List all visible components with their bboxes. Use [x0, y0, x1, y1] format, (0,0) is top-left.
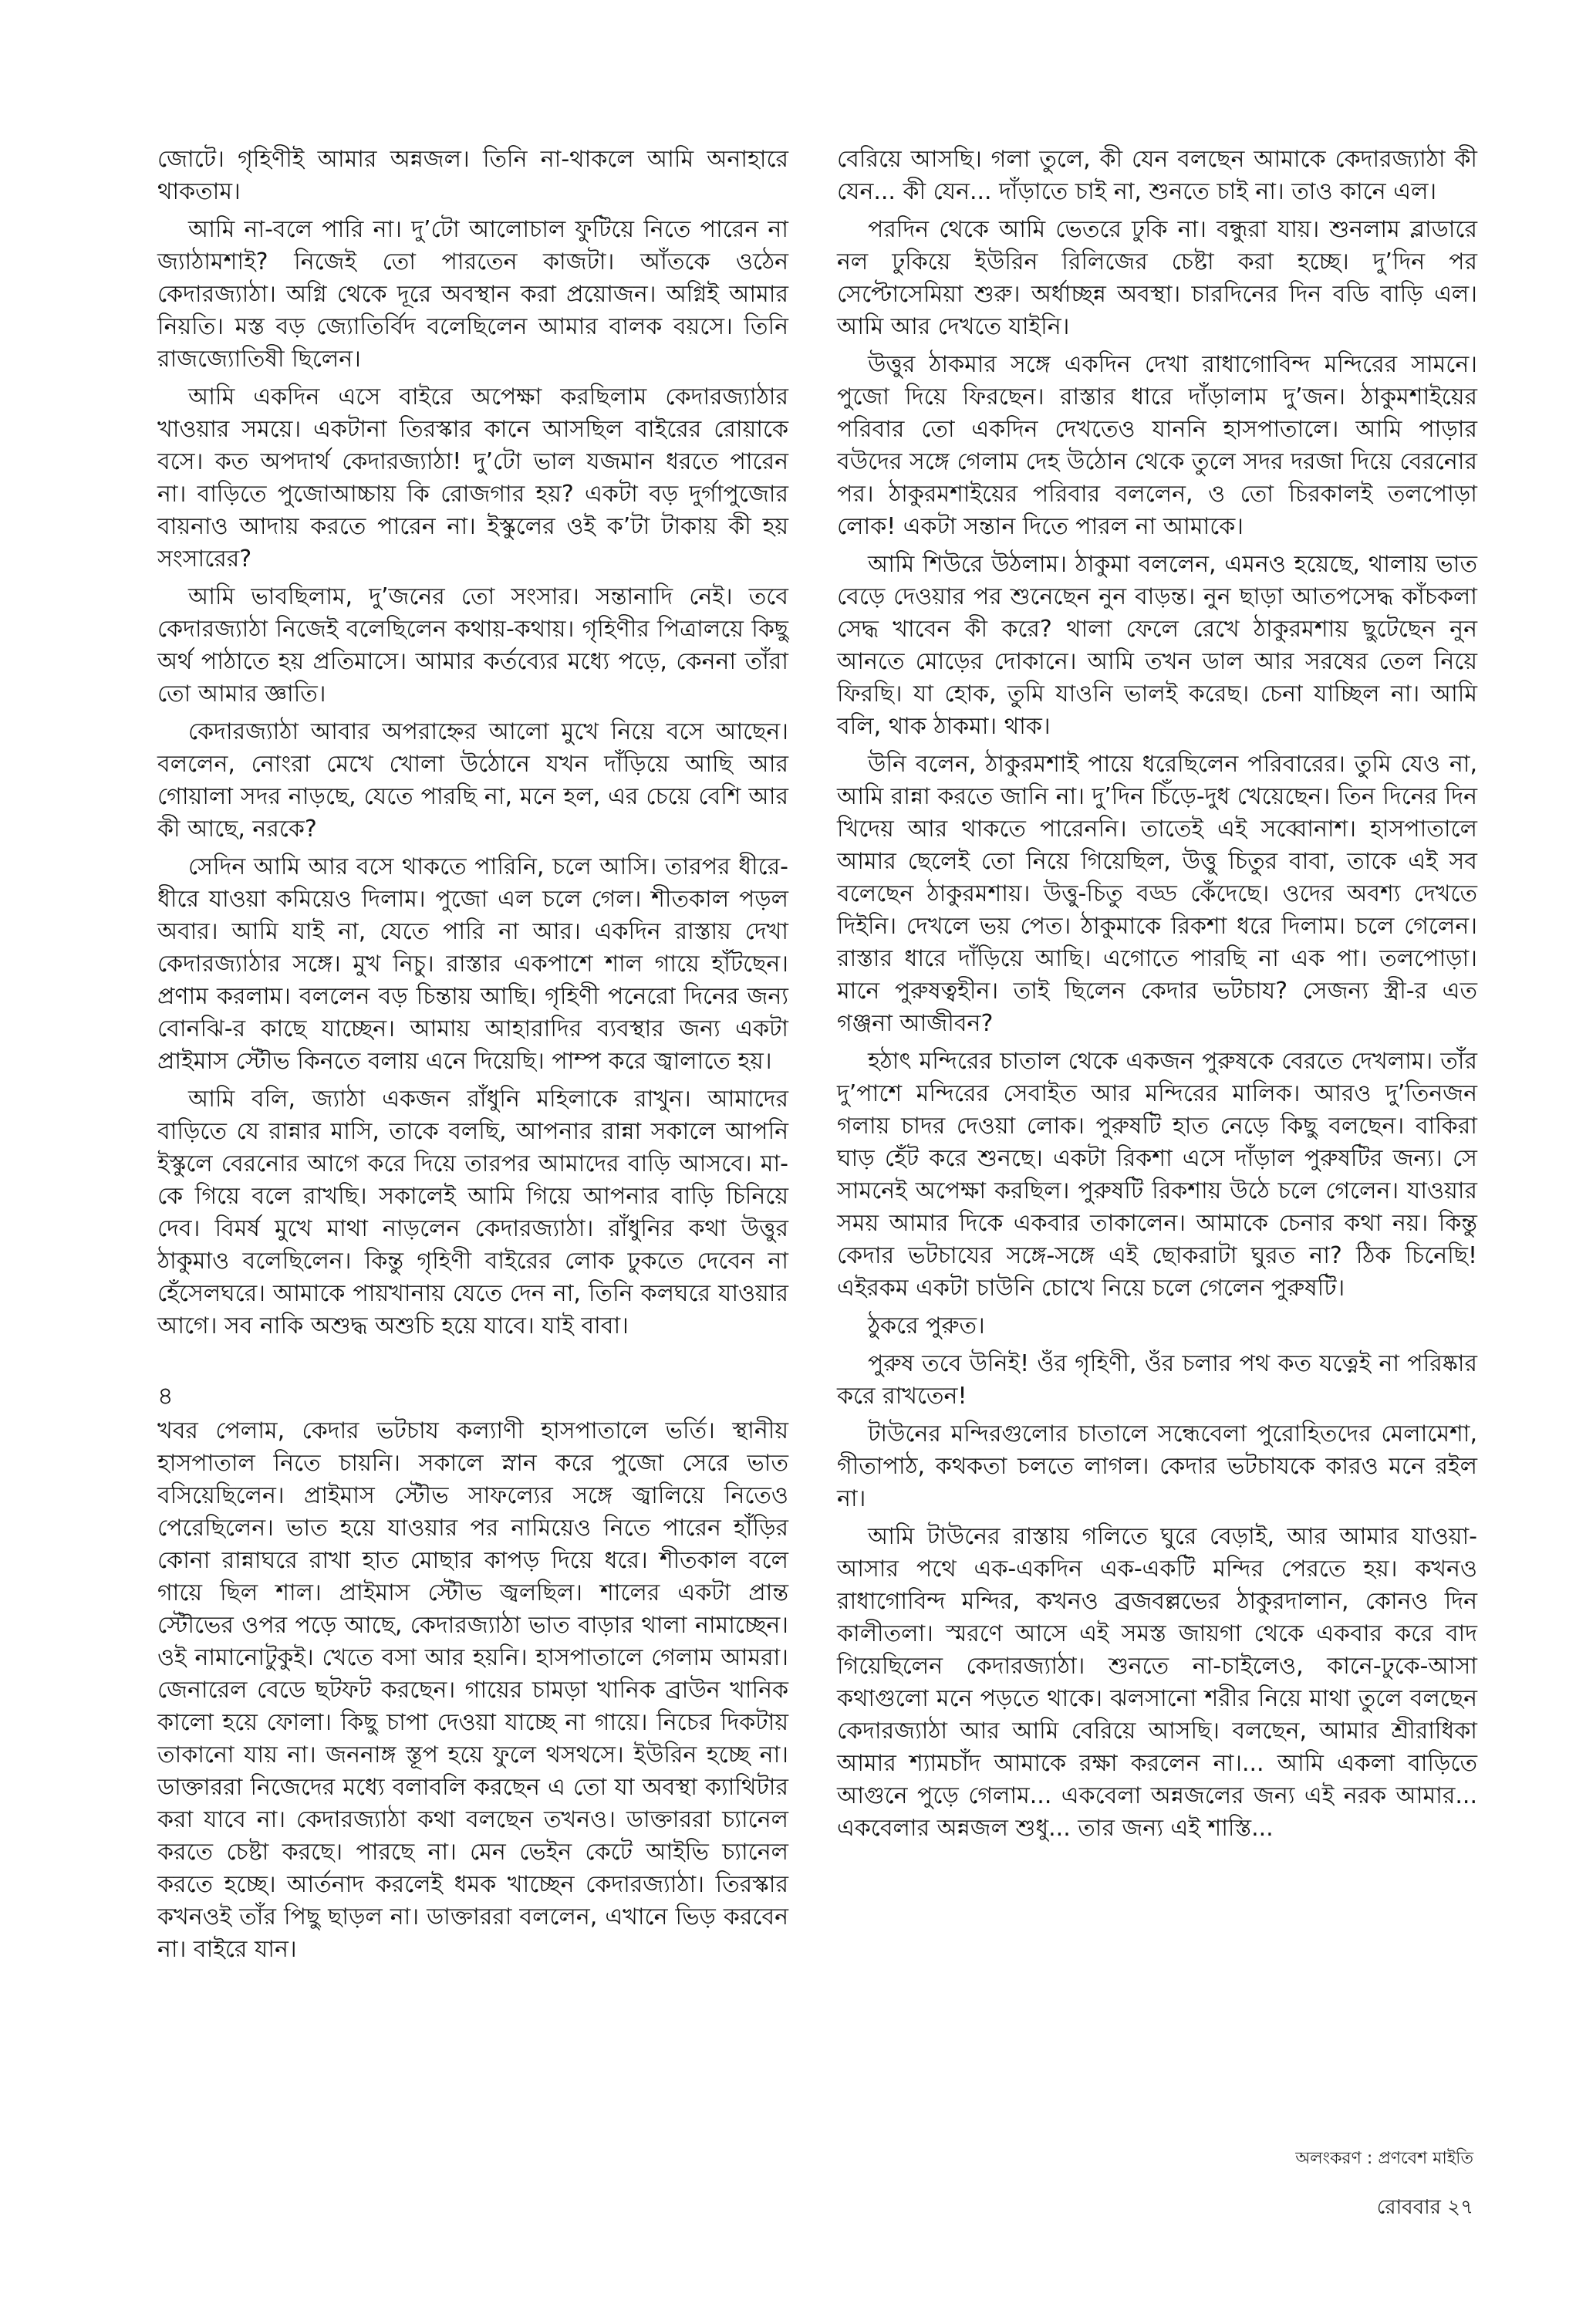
paragraph: আমি টাউনের রাস্তায় গলিতে ঘুরে বেড়াই, আর আমার যাওয়া-আসার পথে এক-একদিন এক-একটি মন্দির পেরতে হয়। কখনও রাধাগোবিন্দ মন্দির, কখনও ব্রজবল্লভের ঠাকুরদালান, কোনও দিন কালীতলা। স্মরণে আসে এই সমস্ত জায়গা থেকে একবার করে বাদ গিয়েছিলেন কেদারজ্যাঠা। শুনতে না-চাইলেও, কানে-ঢুকে-আসা কথাগুলো মনে পড়তে থাকে। ঝলসানো শরীর নিয়ে মাথা তুলে বলছেন কেদারজ্যাঠা আর আমি বেরিয়ে আসছি। বলছেন, আমার শ্রীরাধিকা আমার শ্যামচাঁদ আমাকে রক্ষা করলেন না।... আমি একলা বাড়িতে আগুনে পুড়ে গেলাম... একবেলা অন্নজলের জন্য এই নরক আমার... একবেলার অন্নজল শুধু... তার জন্য এই শাস্তি...: [837, 1523, 1477, 1842]
paragraph: খবর পেলাম, কেদার ভটচায কল্যাণী হাসপাতালে ভর্তি। স্থানীয় হাসপাতাল নিতে চায়নি। সকালে স্নান করে পুজো সেরে ভাত বসিয়েছিলেন। প্রাইমাস স্টৌভ সাফল্যের সঙ্গে জ্বালিয়ে নিতেও পেরেছিলেন। ভাত হয়ে যাওয়ার পর নামিয়েও নিতে পারেন হাঁড়ির কোনা রান্নাঘরে রাখা হাত মোছার কাপড় দিয়ে ধরে। শীতকাল বলে গায়ে ছিল শাল। প্রাইমাস স্টৌভ জ্বলছিল। শালের একটা প্রান্ত স্টৌভের ওপর পড়ে আছে, কেদারজ্যাঠা ভাত বাড়ার থালা নামাচ্ছেন। ওই নামানোটুকুই। খেতে বসা আর হয়নি। হাসপাতালে গেলাম আমরা। জেনারেল বেডে ছটফট করছেন। গায়ের চামড়া খানিক ব্রাউন খানিক কালো হয়ে ফোলা। কিছু চাপা দেওয়া যাচ্ছে না গায়ে। নিচের দিকটায় তাকানো যায় না। জননাঙ্গ স্তূপ হয়ে ফুলে থসথসে। ইউরিন হচ্ছে না। ডাক্তাররা নিজেদের মধ্যে বলাবলি করছেন এ তো যা অবস্থা ক্যাথিটার করা যাবে না। কেদারজ্যাঠা কথা বলছেন তখনও। ডাক্তাররা চ্যানেল করতে চেষ্টা করছে। পারছে না। মেন ভেইন কেটে আইভি চ্যানেল করতে হচ্ছে। আর্তনাদ করলেই ধমক খাচ্ছেন কেদারজ্যাঠা। তিরস্কার কখনওই তাঁর পিছু ছাড়ল না। ডাক্তাররা বললেন, এখানে ভিড় করবেন না। বাইরে যান।: [157, 1417, 788, 1963]
paragraph: পুরুষ তবে উনিই! ওঁর গৃহিণী, ওঁর চলার পথ কত যত্নেই না পরিষ্কার করে রাখতেন!: [837, 1350, 1477, 1410]
paragraph: সেদিন আমি আর বসে থাকতে পারিনি, চলে আসি। তারপর ধীরে-ধীরে যাওয়া কমিয়েও দিলাম। পুজো এল চলে গেল। শীতকাল পড়ল অবার। আমি যাই না, যেতে পারি না আর। একদিন রাস্তায় দেখা কেদারজ্যাঠার সঙ্গে। মুখ নিচু। রাস্তার একপাশে শাল গায়ে হাঁটছেন। প্রণাম করলাম। বললেন বড় চিন্তায় আছি। গৃহিণী পনেরো দিনের জন্য বোনঝি-র কাছে যাচ্ছেন। আমায় আহারাদির ব্যবস্থার জন্য একটা প্রাইমাস স্টৌভ কিনতে বলায় এনে দিয়েছি। পাম্প করে জ্বালাতে হয়।: [157, 853, 788, 1075]
paragraph: উত্তুর ঠাকমার সঙ্গে একদিন দেখা রাধাগোবিন্দ মন্দিরের সামনে। পুজো দিয়ে ফিরছেন। রাস্তার ধারে দাঁড়ালাম দু’জন। ঠাকুমশাইয়ের পরিবার তো একদিন দেখতেও যাননি হাসপাতালে। আমি পাড়ার বউদের সঙ্গে গেলাম দেহ উঠোন থেকে তুলে সদর দরজা দিয়ে বেরনোর পর। ঠাকুরমশাইয়ের পরিবার বললেন, ও তো চিরকালই তলপোড়া লোক! একটা সন্তান দিতে পারল না আমাকে।: [837, 351, 1477, 540]
page-folio: রোববার ২৭: [1376, 2196, 1473, 2219]
paragraph: বেরিয়ে আসছি। গলা তুলে, কী যেন বলছেন আমাকে কেদারজ্যাঠা কী যেন... কী যেন... দাঁড়াতে চাই না, শুনতে চাই না। তাও কানে এল।: [837, 146, 1477, 205]
left-column: [157, 144, 788, 1971]
paragraph: পরদিন থেকে আমি ভেতরে ঢুকি না। বন্ধুরা যায়। শুনলাম ব্লাডারে নল ঢুকিয়ে ইউরিন রিলিজের চেষ্টা করা হচ্ছে। দু’দিন পর সেপ্টোসেমিয়া শুরু। অর্ধাচ্ছন্ন অবস্থা। চারদিনের দিন বডি বাড়ি এল। আমি আর দেখতে যাইনি।: [837, 216, 1477, 340]
paragraph: জোটে। গৃহিণীই আমার অন্নজল। তিনি না-থাকলে আমি অনাহারে থাকতাম।: [157, 146, 788, 205]
paragraph: আমি ভাবছিলাম, দু’জনের তো সংসার। সন্তানাদি নেই। তবে কেদারজ্যাঠা নিজেই বলেছিলেন কথায়-কথায়। গৃহিণীর পিত্রালয়ে কিছু অর্থ পাঠাতে হয় প্রতিমাসে। আমার কর্তব্যের মধ্যে পড়ে, কেননা তাঁরা তো আমার জ্ঞাতি।: [157, 583, 788, 708]
paragraph: আমি একদিন এসে বাইরে অপেক্ষা করছিলাম কেদারজ্যাঠার খাওয়ার সময়ে। একটানা তিরস্কার কানে আসছিল বাইরের রোয়াকে বসে। কত অপদার্থ কেদারজ্যাঠা! দু’টো ভাল যজমান ধরতে পারেন না। বাড়িতে পুজোআচ্চায় কি রোজগার হয়? একটা বড় দুর্গাপুজোর বায়নাও আদায় করতে পারেন না। ইস্কুলের ওই ক’টা টাকায় কী হয় সংসারের?: [157, 383, 788, 573]
paragraph: ঠুকরে পুরুত।: [868, 1312, 985, 1339]
paragraph: আমি শিউরে উঠলাম। ঠাকুমা বললেন, এমনও হয়েছে, থালায় ভাত বেড়ে দেওয়ার পর শুনেছেন নুন বাড়ন্ত। নুন ছাড়া আতপসেদ্ধ কাঁচকলা সেদ্ধ খাবেন কী করে? থালা ফেলে রেখে ঠাকুরমশায় ছুটেছেন নুন আনতে মোড়ের দোকানে। আমি তখন ডাল আর সরষের তেল নিয়ে ফিরছি। যা হোক, তুমি যাওনি ভালই করেছ। চেনা যাচ্ছিল না। আমি বলি, থাক ঠাকমা। থাক।: [837, 551, 1477, 740]
illustration-credit: অলংকরণ : প্রণবেশ মাইতি: [1295, 2149, 1473, 2168]
paragraph: হঠাৎ মন্দিরের চাতাল থেকে একজন পুরুষকে বেরতে দেখলাম। তাঁর দু’পাশে মন্দিরের সেবাইত আর মন্দিরের মালিক। আরও দু’তিনজন গলায় চাদর দেওয়া লোক। পুরুষটি হাত নেড়ে কিছু বলছেন। বাকিরা ঘাড় হেঁট করে শুনছে। একটা রিকশা এসে দাঁড়াল পুরুষটির জন্য। সে সামনেই অপেক্ষা করছিল। পুরুষটি রিকশায় উঠে চলে গেলেন। যাওয়ার সময় আমার দিকে একবার তাকালেন। আমাকে চেনার কথা নয়। কিন্তু কেদার ভটচাযের সঙ্গে-সঙ্গে এই ছোকরাটা ঘুরত না? ঠিক চিনেছি! এইরকম একটা চাউনি চোখে নিয়ে চলে গেলেন পুরুষটি।: [837, 1048, 1477, 1302]
paragraph: টাউনের মন্দিরগুলোর চাতালে সন্ধেবেলা পুরোহিতদের মেলামেশা, গীতাপাঠ, কথকতা চলতে লাগল। কেদার ভটচাযকে কারও মনে রইল না।: [837, 1420, 1477, 1512]
paragraph: উনি বলেন, ঠাকুরমশাই পায়ে ধরেছিলেন পরিবারের। তুমি যেও না, আমি রান্না করতে জানি না। দু’দিন চিঁড়ে-দুধ খেয়েছেন। তিন দিনের দিন খিদেয় আর থাকতে পারেননি। তাতেই এই সব্বোনাশ। হাসপাতালে আমার ছেলেই তো নিয়ে গিয়েছিল, উত্তু চিতুর বাবা, তাকে এই সব বলেছেন ঠাকুরমশায়। উত্তু-চিতু বড্ড কেঁদেছে। ওদের অবশ্য দেখতে দিইনি। দেখলে ভয় পেত। ঠাকুমাকে রিকশা ধরে দিলাম। চলে গেলেন। রাস্তার ধারে দাঁড়িয়ে আছি। এগোতে পারছি না এক পা। তলপোড়া। মানে পুরুষত্বহীন। তাই ছিলেন কেদার ভটচায? সেজন্য স্ত্রী-র এত গঞ্জনা আজীবন?: [837, 751, 1477, 1037]
paragraph: আমি বলি, জ্যাঠা একজন রাঁধুনি মহিলাকে রাখুন। আমাদের বাড়িতে যে রান্নার মাসি, তাকে বলছি, আপনার রান্না সকালে আপনি ইস্কুলে বেরনোর আগে করে দিয়ে তারপর আমাদের বাড়ি আসবে। মা-কে গিয়ে বলে রাখছি। সকালেই আমি গিয়ে আপনার বাড়ি চিনিয়ে দেব। বিমর্ষ মুখে মাথা নাড়লেন কেদারজ্যাঠা। রাঁধুনির কথা উত্তুর ঠাকুমাও বলেছিলেন। কিন্তু গৃহিণী বাইরের লোক ঢুকতে দেবেন না হেঁসেলঘরে। আমাকে পায়খানায় যেতে দেন না, তিনি কলঘরে যাওয়ার আগে। সব নাকি অশুদ্ধ অশুচি হয়ে যাবে। যাই বাবা।: [157, 1086, 788, 1339]
right-column: [837, 144, 1477, 1850]
paragraph: কেদারজ্যাঠা আবার অপরাহ্নের আলো মুখে নিয়ে বসে আছেন। বললেন, নোংরা মেখে খোলা উঠোনে যখন দাঁড়িয়ে আছি আর গোয়ালা সদর নাড়ছে, যেতে পারছি না, মনে হল, এর চেয়ে বেশি আর কী আছে, নরকে?: [157, 718, 788, 843]
section-number: ৪: [157, 1381, 174, 1410]
paragraph: আমি না-বলে পারি না। দু’টো আলোচাল ফুটিয়ে নিতে পারেন না জ্যাঠামশাই? নিজেই তো পারতেন কাজটা। আঁতকে ওঠেন কেদারজ্যাঠা। অগ্নি থেকে দূরে অবস্থান করা প্রয়োজন। অগ্নিই আমার নিয়তি। মস্ত বড় জ্যোতির্বিদ বলেছিলেন আমার বালক বয়সে। তিনি রাজজ্যোতিষী ছিলেন।: [157, 216, 788, 373]
